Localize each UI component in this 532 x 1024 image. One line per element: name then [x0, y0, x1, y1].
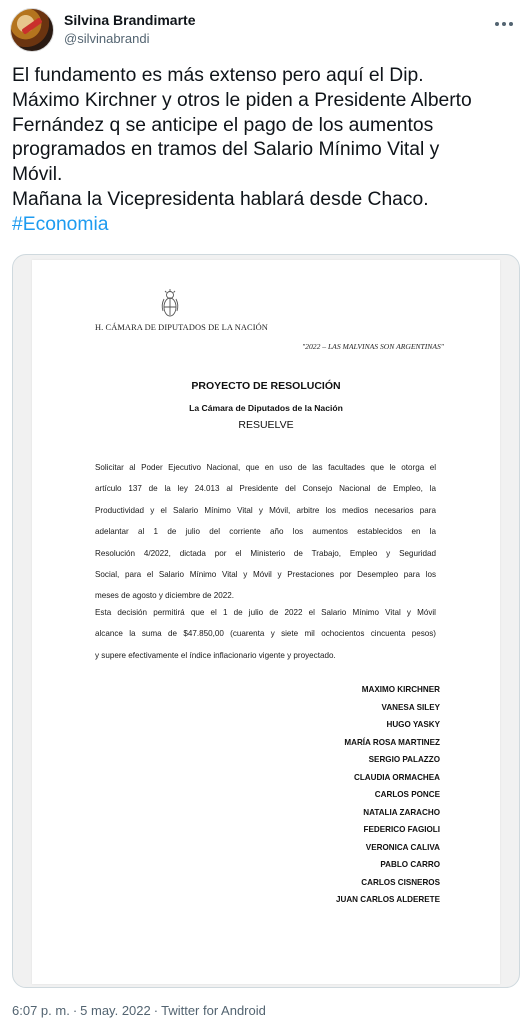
coat-of-arms-icon	[160, 287, 180, 321]
tweet-image[interactable]	[12, 254, 520, 988]
signer-name: FEDERICO FAGIOLI	[363, 825, 440, 834]
chamber-header: H. CÁMARA DE DIPUTADOS DE LA NACIÓN	[95, 323, 268, 332]
signer-name: MARÍA ROSA MARTINEZ	[344, 737, 440, 747]
author-display-name[interactable]: Silvina Brandimarte	[64, 12, 196, 28]
signer-name: JUAN CARLOS ALDERETE	[335, 895, 440, 904]
signer-name: CARLOS CISNEROS	[361, 877, 440, 887]
document-title: PROYECTO DE RESOLUCIÓN	[191, 380, 341, 392]
document-motto: "2022 – LAS MALVINAS SON ARGENTINAS"	[301, 342, 444, 351]
paragraph-line: alcance la suma de $47.850,00 (cuarenta y siete mil ochocientos cincuenta pesos)	[95, 629, 436, 639]
tweet-text-line: Fernández q se anticipe el pago de los aumentos	[12, 114, 434, 136]
tweet-time[interactable]: 6:07 p. m.	[12, 1003, 70, 1018]
paragraph-line: Productividad y el Salario Mínimo Vital y Móvil, arbitre los medios necesarios para	[95, 505, 436, 515]
paragraph-line: Esta decisión permitirá que el 1 de julio de 2022 el Salario Mínimo Vital y Móvil	[95, 608, 436, 617]
footer-separator: ·	[153, 1003, 159, 1018]
signer-name: PABLO CARRO	[380, 860, 440, 869]
paragraph-line: Resolución 4/2022, dictada por el Ministerio de Trabajo, Empleo y Seguridad	[95, 548, 436, 558]
signer-name: HUGO YASKY	[386, 720, 440, 729]
paragraph-line: Solicitar al Poder Ejecutivo Nacional, que en uso de las facultades que le otorga el	[95, 463, 436, 472]
footer-separator: ·	[72, 1003, 78, 1018]
tweet-text-line: Máximo Kirchner y otros le piden a Presidente Alberto	[12, 89, 472, 111]
avatar[interactable]	[10, 8, 54, 52]
tweet-text-line: Mañana la Vicepresidenta hablará desde Chaco.	[12, 188, 429, 210]
signer-name: VANESA SILEY	[381, 702, 440, 712]
signer-name: NATALIA ZARACHO	[363, 807, 440, 817]
tweet-source[interactable]: Twitter for Android	[161, 1003, 266, 1018]
signer-name: SERGIO PALAZZO	[368, 755, 440, 764]
document-paragraph	[95, 457, 436, 607]
document-page	[32, 260, 500, 984]
tweet-footer	[12, 1003, 266, 1018]
tweet-text-line: programados en tramos del Salario Mínimo Vital y	[12, 139, 440, 161]
tweet-header	[10, 8, 522, 52]
paragraph-line: y supere efectivamente el índice inflacionario vigente y proyectado.	[95, 650, 336, 660]
paragraph-line: adelantar al 1 de julio del corriente año los aumentos establecidos en la	[95, 527, 436, 537]
paragraph-line: artículo 137 de la ley 24.013 al Presidente del Consejo Nacional de Empleo, la	[95, 484, 436, 494]
signers-list	[336, 681, 440, 909]
signer-name: CLAUDIA ORMACHEA	[353, 772, 440, 782]
document-resuelve: RESUELVE	[238, 419, 294, 431]
tweet-text	[12, 64, 518, 238]
more-horizontal-icon	[495, 22, 499, 26]
tweet-text-line: El fundamento es más extenso pero aquí el Dip.	[12, 65, 424, 86]
paragraph-line: Social, para el Salario Mínimo Vital y Móvil y Prestaciones por Desempleo para los	[95, 569, 436, 579]
tweet-date[interactable]: 5 may. 2022	[80, 1003, 151, 1018]
signer-name: VERONICA CALIVA	[365, 842, 440, 852]
document-paragraph	[95, 602, 436, 666]
paragraph-line: meses de agosto y diciembre de 2022.	[95, 591, 235, 601]
hashtag-link[interactable]: #Economia	[12, 213, 109, 235]
author-handle[interactable]: @silvinabrandi	[64, 31, 150, 46]
signer-name: MAXIMO KIRCHNER	[361, 685, 440, 694]
tweet-text-line: Móvil.	[12, 164, 63, 186]
signer-name: CARLOS PONCE	[374, 790, 440, 799]
document-subtitle: La Cámara de Diputados de la Nación	[189, 403, 343, 413]
more-options-button[interactable]	[492, 12, 516, 36]
